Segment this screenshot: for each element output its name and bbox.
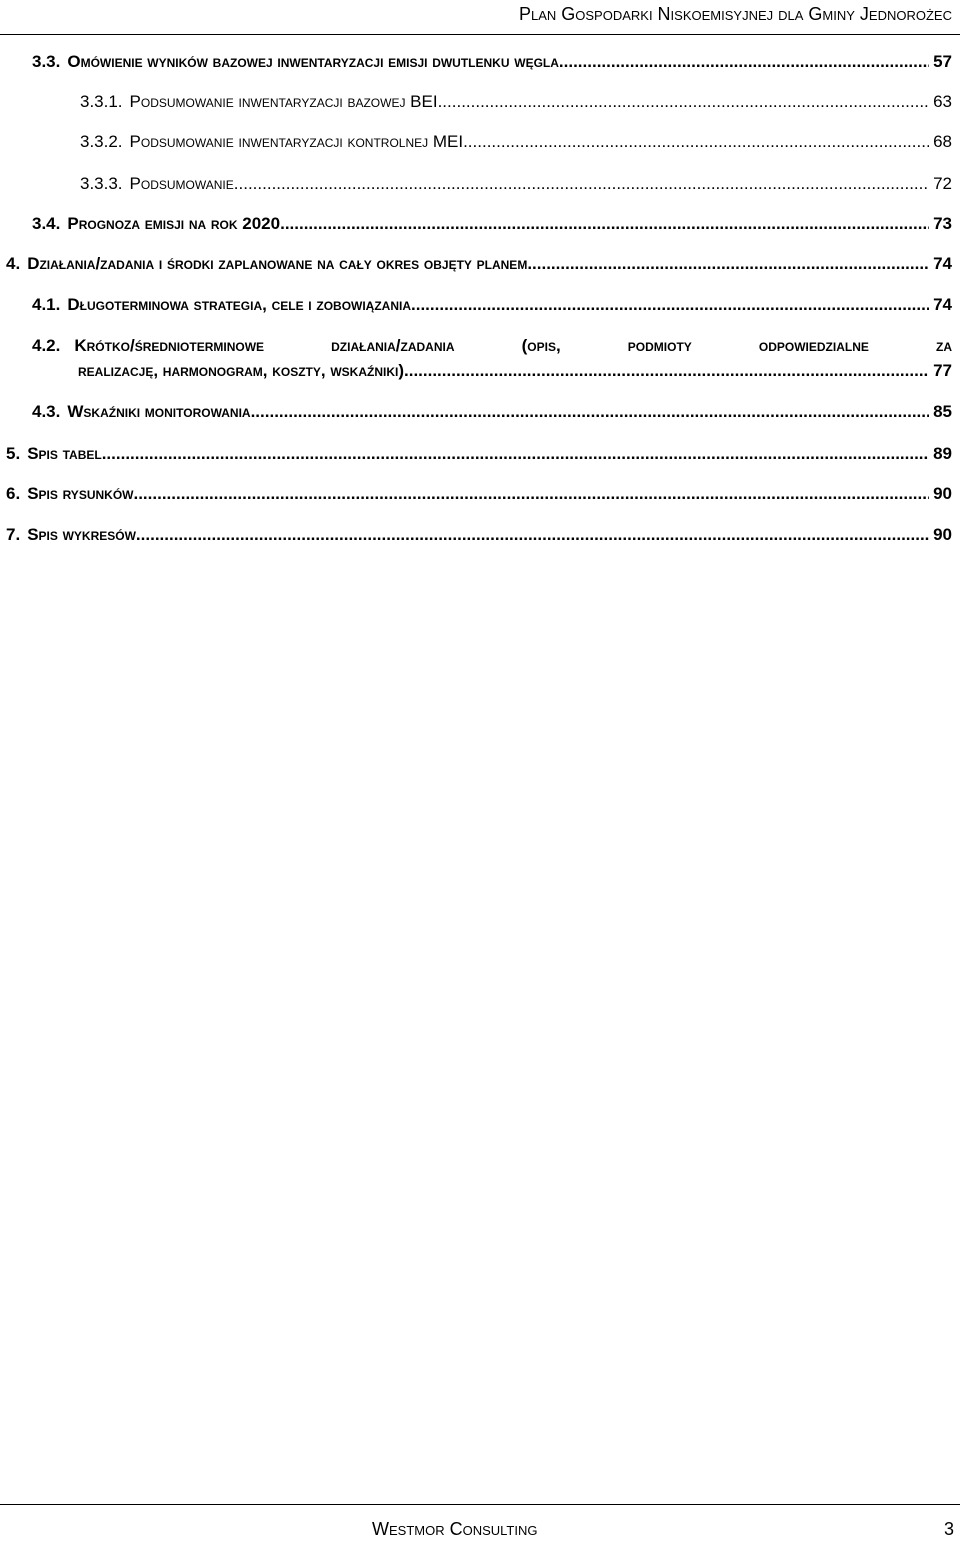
toc-entry-4[interactable] xyxy=(6,254,952,274)
dot-leader xyxy=(404,361,929,381)
dot-leader xyxy=(133,484,929,504)
toc-entry-4-3[interactable] xyxy=(32,402,952,422)
toc-entry-page: 72 xyxy=(933,174,952,193)
page-footer xyxy=(0,1504,960,1542)
toc-entry-number: 3.3.1. xyxy=(80,92,123,111)
toc-entry-title: Krótko/średnioterminowe działania/zadania (opis, podmioty odpowiedzialne za xyxy=(74,336,952,355)
toc-entry-page: 85 xyxy=(933,402,952,421)
toc-entry-page: 77 xyxy=(933,361,952,380)
toc-entry-line-2 xyxy=(78,361,952,381)
toc-entry-title: Prognoza emisji na rok 2020 xyxy=(67,214,281,233)
toc-entry-number: 6. xyxy=(6,484,21,503)
dot-leader xyxy=(251,402,930,422)
toc-entry-7[interactable] xyxy=(6,525,952,545)
toc-entry-5[interactable] xyxy=(6,444,952,464)
toc-entry-page: 68 xyxy=(933,132,952,151)
dot-leader xyxy=(411,295,929,315)
dot-leader xyxy=(527,254,929,274)
toc-entry-number: 7. xyxy=(6,525,21,544)
toc-entry-6[interactable] xyxy=(6,484,952,504)
toc-entry-number: 4.3. xyxy=(32,402,61,421)
toc-entry-page: 73 xyxy=(933,214,952,233)
toc-entry-number: 4. xyxy=(6,254,21,273)
toc-entry-3-4[interactable] xyxy=(32,214,952,234)
toc-entry-4-2[interactable] xyxy=(32,336,952,381)
toc-entry-3-3-3[interactable] xyxy=(80,174,952,194)
dot-leader xyxy=(136,525,929,545)
toc-entry-title: Podsumowanie xyxy=(129,174,234,193)
dot-leader xyxy=(102,444,929,464)
dot-leader xyxy=(463,132,929,152)
toc-entry-title-continued: realizację, harmonogram, koszty, wskaźniki) xyxy=(78,361,404,380)
footer-organization: Westmor Consulting xyxy=(372,1519,538,1539)
toc-entry-3-3-1[interactable] xyxy=(80,92,952,112)
toc-entry-3-3[interactable] xyxy=(32,52,952,72)
dot-leader xyxy=(234,174,929,194)
toc-entry-title: Podsumowanie inwentaryzacji kontrolnej MEI xyxy=(129,132,464,151)
dot-leader xyxy=(280,214,929,234)
toc-entry-page: 74 xyxy=(933,295,952,314)
toc-entry-page: 89 xyxy=(933,444,952,463)
toc-entry-number: 3.3.3. xyxy=(80,174,123,193)
toc-entry-title: Wskaźniki monitorowania xyxy=(67,402,251,421)
toc-entry-title: Omówienie wyników bazowej inwentaryzacji emisji dwutlenku węgla xyxy=(67,52,559,71)
toc-entry-4-1[interactable] xyxy=(32,295,952,315)
toc-entry-number: 3.3.2. xyxy=(80,132,123,151)
toc-entry-number: 4.1. xyxy=(32,295,61,314)
toc-entry-title: Spis tabel xyxy=(27,444,102,463)
toc-entry-title: Długoterminowa strategia, cele i zobowiązania xyxy=(67,295,412,314)
page-header xyxy=(0,0,960,35)
toc-entry-title: Spis wykresów xyxy=(27,525,136,544)
toc-entry-title: Podsumowanie inwentaryzacji bazowej BEI xyxy=(129,92,438,111)
toc-entry-title: Działania/zadania i środki zaplanowane na cały okres objęty planem xyxy=(27,254,528,273)
toc-entry-page: 90 xyxy=(933,484,952,503)
footer-page-number: 3 xyxy=(943,1519,954,1539)
toc-entry-page: 57 xyxy=(933,52,952,71)
dot-leader xyxy=(559,52,929,72)
toc-entry-number: 3.4. xyxy=(32,214,61,233)
toc-entry-page: 90 xyxy=(933,525,952,544)
toc-entry-3-3-2[interactable] xyxy=(80,132,952,152)
toc-entry-number: 5. xyxy=(6,444,21,463)
dot-leader xyxy=(438,92,930,112)
toc-entry-line-1 xyxy=(32,336,952,356)
toc-entry-page: 63 xyxy=(933,92,952,111)
toc-entry-number: 4.2. xyxy=(32,336,61,355)
toc-entry-page: 74 xyxy=(933,254,952,273)
document-title: Plan Gospodarki Niskoemisyjnej dla Gminy Jednorożec xyxy=(518,4,952,24)
toc-entry-title: Spis rysunków xyxy=(27,484,134,503)
toc-entry-number: 3.3. xyxy=(32,52,61,71)
